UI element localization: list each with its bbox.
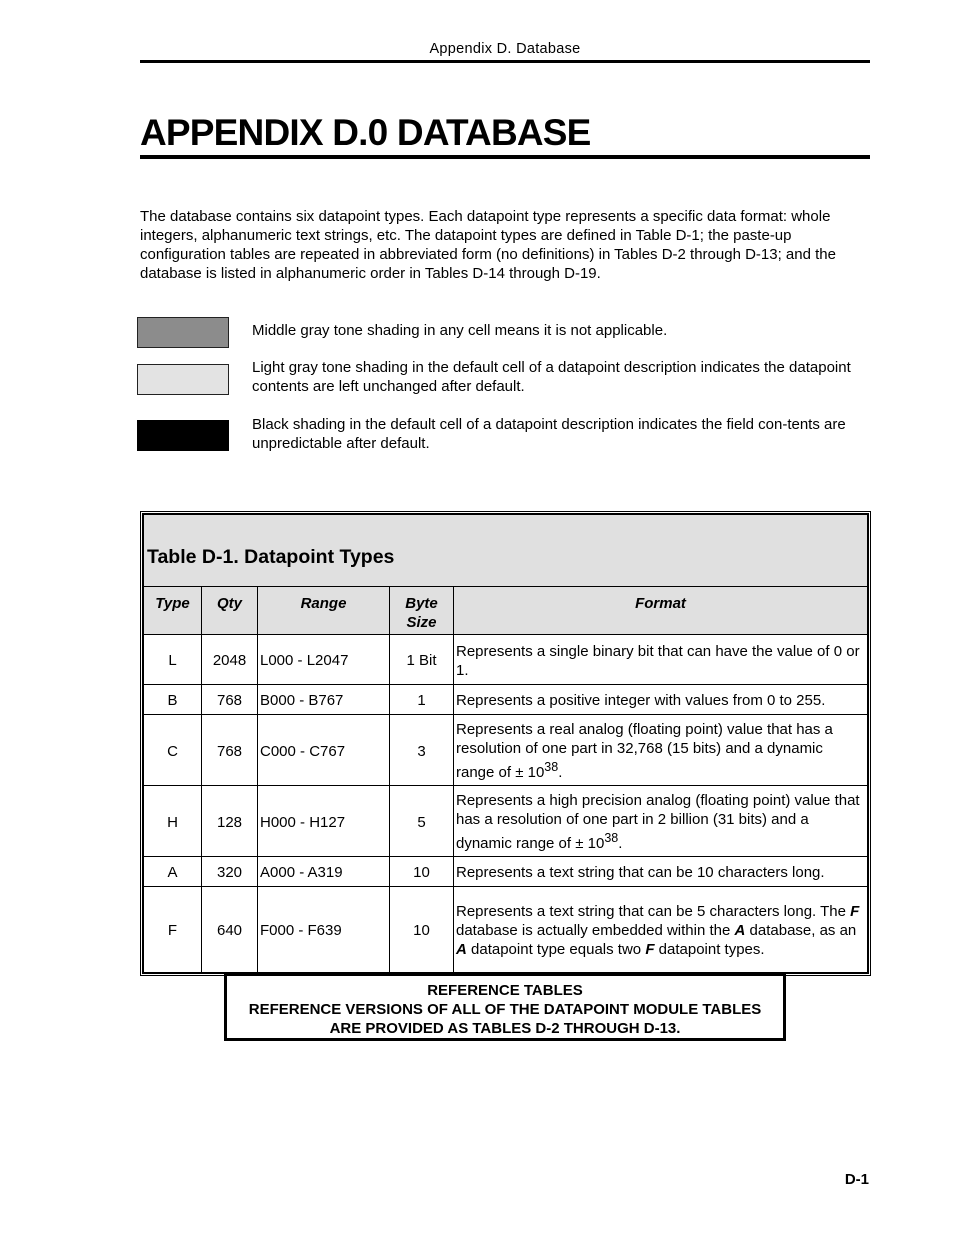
cell-type: H: [144, 786, 202, 857]
cell-range: C000 - C767: [258, 715, 390, 786]
reference-line-2: REFERENCE VERSIONS OF ALL OF THE DATAPOINT MODULE TABLES: [248, 1001, 762, 1018]
cell-type: A: [144, 857, 202, 887]
format-emphasis: A: [456, 941, 467, 958]
col-header-qty: Qty: [202, 587, 258, 635]
table-row: [144, 635, 868, 685]
reference-line-1: REFERENCE TABLES: [427, 982, 583, 999]
format-emphasis: F: [850, 903, 860, 920]
cell-range: A000 - A319: [258, 857, 390, 887]
format-end: .: [618, 835, 623, 852]
legend-text: Black shading in the default cell of a datapoint description indicates the field con-tents are unpredictable after default.: [252, 416, 846, 452]
cell-byte-size: 10: [390, 857, 454, 887]
exponent: 38: [544, 760, 559, 774]
cell-range: F000 - F639: [258, 887, 390, 973]
cell-range: B000 - B767: [258, 685, 390, 715]
header-rule: [140, 60, 870, 63]
cell-byte-size: 10: [390, 887, 454, 973]
cell-byte-size: 5: [390, 786, 454, 857]
middle-gray-swatch: [137, 317, 229, 348]
cell-format: [454, 786, 868, 857]
table-row: [144, 685, 868, 715]
col-header-byte-size: [390, 587, 454, 635]
legend-text: Middle gray tone shading in any cell means it is not applicable.: [252, 322, 668, 339]
cell-qty: 320: [202, 857, 258, 887]
cell-qty: 768: [202, 715, 258, 786]
intro-paragraph: The database contains six datapoint types. Each datapoint type represents a specific data format: whole integers, alphanumeric text strings, etc. The datapoint types are defined in Table D-1; the paste-up configuration tables are repeated in abbreviated form (no definitions) in Tables D-2 through D-13; and the database is listed in alphanumeric order in Tables D-14 through D-19.: [140, 208, 836, 282]
title-rule: [140, 155, 870, 159]
format-text: database, as an: [745, 922, 857, 939]
format-text: Represents a real analog (floating point) value that has a resolution of one part in 32,768 (15 bits) and a dynamic range of ± 10: [456, 721, 833, 781]
format-text: Represents a text string that can be 5 characters long. The: [456, 903, 851, 920]
cell-format: [454, 715, 868, 786]
page-number: D-1: [844, 1171, 869, 1188]
col-header-range: Range: [258, 587, 390, 635]
black-swatch: [137, 420, 229, 451]
table-row: [144, 857, 868, 887]
reference-tables-note: [224, 973, 786, 1041]
format-text: datapoint types.: [654, 941, 765, 958]
cell-byte-size: 3: [390, 715, 454, 786]
cell-format: Represents a text string that can be 10 characters long.: [454, 857, 868, 887]
page-title: APPENDIX D.0 DATABASE: [140, 112, 591, 153]
format-emphasis: A: [734, 922, 746, 939]
cell-type: B: [144, 685, 202, 715]
cell-type: C: [144, 715, 202, 786]
col-header-type: Type: [144, 587, 202, 635]
cell-type: L: [144, 635, 202, 685]
table-row: [144, 786, 868, 857]
reference-line-3: ARE PROVIDED AS TABLES D-2 THROUGH D-13.: [329, 1020, 681, 1037]
format-emphasis: F: [645, 941, 655, 958]
table-row: [144, 887, 868, 973]
byte-size-line1: Byte: [405, 595, 438, 612]
format-text: datapoint type equals two: [466, 941, 646, 958]
table-caption: Table D-1. Datapoint Types: [144, 515, 868, 587]
table-row: [144, 715, 868, 786]
cell-format: [454, 887, 868, 973]
cell-qty: 2048: [202, 635, 258, 685]
legend-text: Light gray tone shading in the default cell of a datapoint description indicates the datapoint contents are left unchanged after default.: [252, 359, 851, 395]
exponent: 38: [604, 831, 619, 845]
format-end: .: [558, 764, 563, 781]
cell-byte-size: 1: [390, 685, 454, 715]
cell-format: Represents a single binary bit that can have the value of 0 or 1.: [454, 635, 868, 685]
light-gray-swatch: [137, 364, 229, 395]
cell-qty: 768: [202, 685, 258, 715]
running-header: Appendix D. Database: [429, 41, 581, 57]
cell-format: Represents a positive integer with values from 0 to 255.: [454, 685, 868, 715]
cell-qty: 128: [202, 786, 258, 857]
cell-range: H000 - H127: [258, 786, 390, 857]
table-header-row: [144, 587, 868, 635]
datapoint-types-table: [140, 511, 871, 976]
byte-size-line2: Size: [406, 614, 437, 631]
cell-qty: 640: [202, 887, 258, 973]
cell-type: F: [144, 887, 202, 973]
format-text: database is actually embedded within the: [456, 922, 735, 939]
cell-byte-size: 1 Bit: [390, 635, 454, 685]
col-header-format: Format: [454, 587, 868, 635]
cell-range: L000 - L2047: [258, 635, 390, 685]
format-text: Represents a high precision analog (floating point) value that has a resolution of one part in 2 billion (31 bits) and a dynamic range of ± 10: [456, 792, 860, 852]
